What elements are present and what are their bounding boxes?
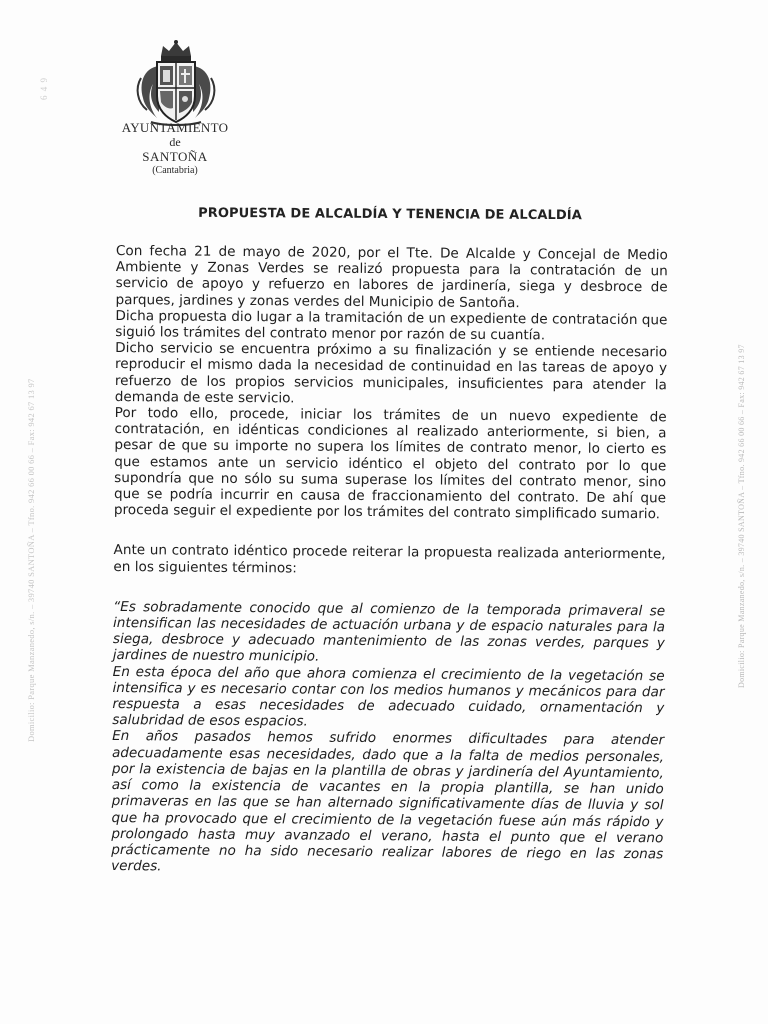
body-paragraph: Dicha propuesta dio lugar a la tramitación de un expediente de contratación que siguió los trámites del contrato menor por razón de su cuantía. bbox=[115, 307, 668, 344]
body-paragraph: Con fecha 21 de mayo de 2020, por el Tte. De Alcalde y Concejal de Medio Ambiente y Zonas Verdes se realizó propuesta para la contratación de un servicio de apoyo y refuerzo en labores de jardinería, siega y desbroce de parques, jardines y zonas verdes del Municipio de Santoña. bbox=[115, 243, 668, 311]
institution-line-3: SANTOÑA bbox=[142, 149, 208, 164]
top-margin-mark: 6 4 9 bbox=[39, 77, 49, 100]
quote-paragraph: En esta época del año que ahora comienza el crecimiento de la vegetación se intensifica y es necesario contar con los medios humanos y mecánicos para dar respuesta a esas necesidades de adecuado cuidado, ornamentación y salubridad de esos espacios. bbox=[112, 663, 665, 730]
quote-paragraph: “Es sobradamente conocido que al comienzo de la temporada primaveral se intensifican las necesidades de actuación urbana y de espacio naturales para la siega, desbroce y adecuado mantenimiento de las zonas verdes, parques y jardines de nuestro municipio. bbox=[112, 598, 666, 666]
left-margin-address: Domicilio: Parque Manzanedo, s/n. – 39740 SANTOÑA – Tfno. 942 66 00 66 – Fax: 942 67 13 97 bbox=[26, 378, 36, 742]
document-title: PROPUESTA DE ALCALDÍA Y TENENCIA DE ALCALDÍA bbox=[198, 205, 582, 224]
body-paragraph: Dicho servicio se encuentra próximo a su finalización y se entiende necesario reproducir el mismo dada la necesidad de continuidad en las tareas de apoyo y refuerzo de los propios servicios municipales, insuficientes para atender la demanda de este servicio. bbox=[114, 340, 668, 407]
quote-intro-paragraph: Ante un contrato idéntico procede reiterar la propuesta realizada anteriormente, en los siguientes términos: bbox=[113, 542, 666, 577]
body-paragraph: Por todo ello, procede, iniciar los trámites de un nuevo expediente de contratación, en idénticas condiciones al realizado anteriormente, si bien, a pesar de que su importe no supera los límites de contrato menor, lo cierto es que estamos ante un servicio idéntico el objeto del contrato por lo que supondría que no sólo su suma superase los límites del contrato menor, sino que se podría incurrir en causa de fraccionamiento del contrato. De ahí que proceda seguir el expediente por los trámites del contrato simplificado sumario. bbox=[113, 405, 667, 523]
quote-paragraph: En años pasados hemos sufrido enormes dificultades para atender adecuadamente esas necesidades, dado que a la falta de medios personales, por la existencia de bajas en la plantilla de obras y jardinería del Ayuntamiento, así como la existencia de vacantes en la propia plantilla, se han unido primaveras en las que se han alternado significativamente días de lluvia y sol que ha provocado que el crecimiento de la vegetación fuese aún más rápido y prolongado hasta muy avanzado el verano, hasta el punto que el verano prácticamente no ha sido necesario realizar labores de riego en las zonas verdes. bbox=[111, 728, 665, 875]
institution-name bbox=[100, 120, 250, 177]
right-margin-address: Domicilio: Parque Manzanedo, s/n. – 39740 SANTOÑA – Tfno. 942 66 00 66 – Fax: 942 67 13 97 bbox=[737, 344, 746, 688]
document-body bbox=[111, 243, 668, 879]
institution-line-2: de bbox=[169, 135, 181, 149]
coat-of-arms-icon bbox=[133, 38, 219, 128]
institution-line-1: AYUNTAMIENTO bbox=[121, 120, 229, 135]
institution-line-4: (Cantabria) bbox=[152, 165, 198, 176]
quoted-proposal bbox=[111, 599, 665, 879]
